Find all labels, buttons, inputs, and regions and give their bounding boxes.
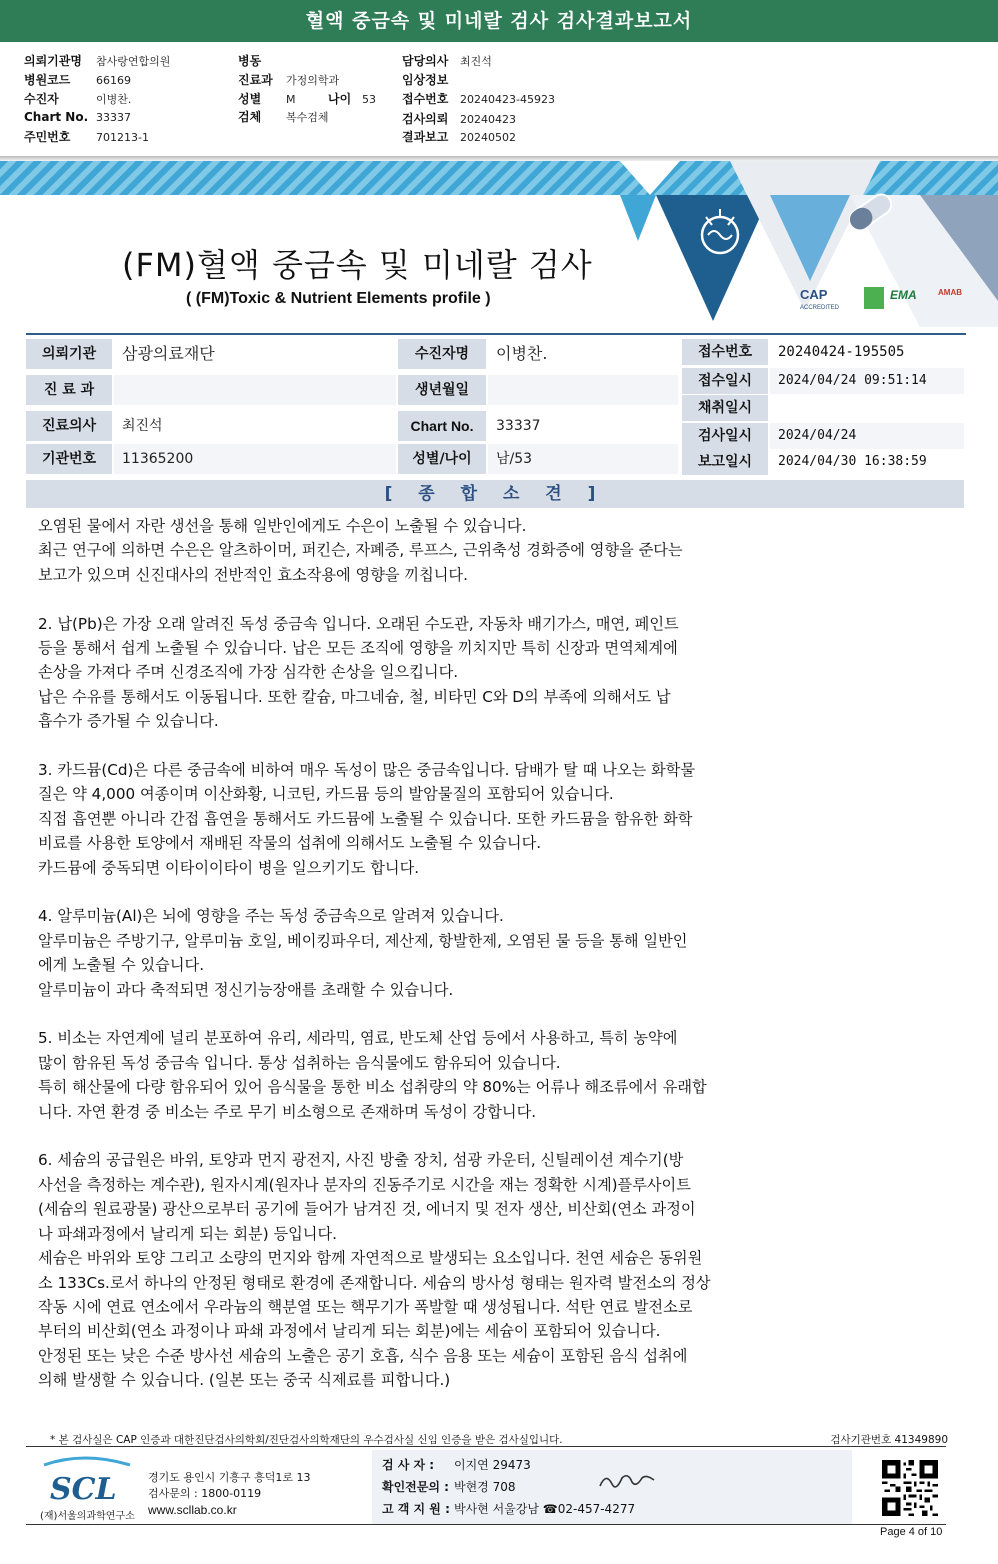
oi-row <box>402 71 460 88</box>
oi-value: 가정의학과 <box>286 74 340 87</box>
summary-line: 3. 카드뮴(Cd)은 다른 중금속에 비하여 매우 독성이 많은 중금속입니다. 담배가 탈 때 나오는 화학물 <box>38 761 696 780</box>
support-row <box>382 1500 635 1517</box>
oi-key: 접수번호 <box>402 92 449 106</box>
oi-key: 주민번호 <box>24 130 71 144</box>
summary-line: 세슘은 바위와 토양 그리고 소량의 먼지와 함께 자연적으로 발생되는 요소입니다. 천연 세슘은 동위원 <box>38 1249 703 1268</box>
oi-value: M <box>286 93 296 106</box>
oi-key: 검사의뢰 <box>402 112 449 126</box>
paragraph-gap <box>38 1002 938 1026</box>
support-value: 박사현 서울강남 ☎02-457-4277 <box>454 1502 636 1516</box>
lab-registration-number: 검사기관번호 41349890 <box>830 1434 948 1446</box>
oi-row <box>24 71 131 88</box>
oi-value: 20240423-45923 <box>460 93 555 106</box>
oi-key: 결과보고 <box>402 130 449 144</box>
label-test-date: 검사일시 <box>682 423 768 449</box>
oi-key: 수진자 <box>24 92 59 106</box>
label-doctor: 진료의사 <box>26 411 112 441</box>
value-receipt-date: 2024/04/24 09:51:14 <box>770 368 964 394</box>
paragraph-gap <box>38 734 938 758</box>
oi-key: 진료과 <box>238 73 273 87</box>
confirm-value: 박현경 708 <box>454 1480 516 1494</box>
paragraph-gap <box>38 880 938 904</box>
oi-key: 병동 <box>238 54 262 68</box>
confirm-row <box>382 1478 516 1495</box>
paragraph-gap <box>38 587 938 611</box>
oi-key: 나이 <box>328 92 352 106</box>
scl-logo <box>40 1455 136 1505</box>
oi-row <box>402 90 555 107</box>
label-birth: 생년월일 <box>398 375 486 405</box>
oi-value: 66169 <box>96 74 131 87</box>
tester-row <box>382 1456 531 1473</box>
summary-line: 사선을 측정하는 계수관), 원자시계(원자나 분자의 진동주기로 시간을 재는 정확한 시계)플루사이트 <box>38 1175 691 1194</box>
value-test-date: 2024/04/24 <box>770 423 964 449</box>
support-label: 고 객 지 원 : <box>382 1502 450 1516</box>
cap-certification-note: * 본 검사실은 CAP 인증과 대한진단검사의학회/진단검사의학재단의 우수검사실 신임 인증을 받은 검사실입니다. <box>50 1434 563 1446</box>
summary-body <box>38 514 938 1393</box>
report-subtitle: ( (FM)Toxic & Nutrient Elements profile ) <box>186 290 491 307</box>
svg-text:EMA: EMA <box>890 288 917 302</box>
summary-line: 손상을 가져다 주며 신경조직에 가장 심각한 손상을 일으킵니다. <box>38 663 459 682</box>
scl-tel: 검사문의 : 1800-0119 <box>148 1487 262 1500</box>
summary-line: 소 133Cs.로서 하나의 안정된 형태로 환경에 존재합니다. 세슘의 방사성 형태는 원자력 발전소의 정상 <box>38 1273 711 1292</box>
oi-value: 20240502 <box>460 131 516 144</box>
page-number: Page 4 of 10 <box>880 1526 943 1538</box>
value-sex-age: 남/53 <box>488 444 678 474</box>
oi-key: 임상정보 <box>402 73 449 87</box>
oi-value: 53 <box>362 93 376 106</box>
summary-line: 5. 비소는 자연계에 널리 분포하여 유리, 세라믹, 염료, 반도체 산업 등에서 사용하고, 특히 농약에 <box>38 1029 678 1048</box>
oi-key: 담당의사 <box>402 54 449 68</box>
value-report-date: 2024/04/30 16:38:59 <box>770 449 964 475</box>
svg-text:CAP: CAP <box>800 287 828 302</box>
svg-text:ACCREDITED: ACCREDITED <box>800 305 840 311</box>
summary-line: 질은 약 4,000 여종이며 이산화황, 니코틴, 카드뮴 등의 발암물질의 포함되어 있습니다. <box>38 785 614 804</box>
value-org-no: 11365200 <box>114 444 396 474</box>
summary-line: (세슘의 원료광물) 광산으로부터 공기에 들어가 남겨진 것, 에너지 및 전자 생산, 비산회(연소 과정이 <box>38 1200 696 1219</box>
oi-row <box>238 108 329 125</box>
qr-code-icon <box>882 1460 938 1516</box>
report-title: (FM)혈액 중금속 및 미네랄 검사 <box>122 246 593 284</box>
summary-line: 안정된 또는 낮은 수준 방사선 세슘의 노출은 공기 호흡, 식수 음용 또는 세슘이 포함된 음식 섭취에 <box>38 1346 688 1365</box>
value-birth <box>488 375 678 405</box>
oi-value: 복수검체 <box>286 111 329 124</box>
summary-line: 6. 세슘의 공급원은 바위, 토양과 먼지 광전지, 사진 방출 장치, 섬광 카운터, 신틸레이션 계수기(방 <box>38 1151 684 1170</box>
summary-line: 보고가 있으며 신진대사의 전반적인 효소작용에 영향을 끼칩니다. <box>38 565 468 584</box>
summary-line: 에게 노출될 수 있습니다. <box>38 956 205 975</box>
oi-value: 최진석 <box>460 55 492 68</box>
scl-address: 경기도 용인시 기흥구 흥덕1로 13 <box>148 1471 311 1484</box>
label-institution: 의뢰기관 <box>26 339 112 369</box>
oi-row <box>402 128 516 145</box>
label-collect: 채취일시 <box>682 395 768 421</box>
summary-line: 등을 통해서 쉽게 노출될 수 있습니다. 납은 모든 조직에 영향을 끼치지만 특히 신장과 면역체계에 <box>38 639 678 658</box>
oi-value: 20240423 <box>460 113 516 126</box>
oi-key: 성별 <box>238 92 262 106</box>
value-collect <box>770 395 964 421</box>
label-report-date: 보고일시 <box>682 449 768 475</box>
outer-info-panel <box>0 42 998 158</box>
patient-info-table <box>26 333 966 473</box>
oi-row <box>238 52 286 69</box>
footer-bottom-divider <box>26 1524 946 1525</box>
value-patient: 이병찬. <box>488 339 678 369</box>
oi-value: 33337 <box>96 111 131 124</box>
oi-row <box>24 110 131 124</box>
report-banner: 혈액 중금속 및 미네랄 검사 검사결과보고서 <box>0 0 998 42</box>
summary-line: 알루미늄은 주방기구, 알루미늄 호일, 베이킹파우더, 제산제, 항발한제, 오염된 물 등을 통해 일반인 <box>38 931 688 950</box>
label-patient: 수진자명 <box>398 339 486 369</box>
oi-row <box>402 110 516 127</box>
oi-key: Chart No. <box>24 110 89 124</box>
oi-value: 이병찬. <box>96 93 132 106</box>
summary-line: 비료를 사용한 토양에서 재배된 작물의 섭취에 의해서도 노출될 수 있습니다. <box>38 834 542 853</box>
tester-label: 검 사 자 : <box>382 1458 435 1472</box>
label-receipt-date: 접수일시 <box>682 368 768 394</box>
summary-line: 나 파쇄과정에서 날리게 되는 회분) 등입니다. <box>38 1224 337 1243</box>
value-chart: 33337 <box>488 411 678 441</box>
scl-url[interactable]: www.scllab.co.kr <box>148 1503 237 1517</box>
summary-line: 카드뮴에 중독되면 이타이이타이 병을 일으키기도 합니다. <box>38 858 420 877</box>
summary-heading: [ 종 합 소 견 ] <box>26 480 964 508</box>
summary-line: 흡수가 증가될 수 있습니다. <box>38 712 219 731</box>
summary-line: 최근 연구에 의하면 수은은 알츠하이머, 퍼킨슨, 자폐증, 루프스, 근위축성 경화증에 영향을 준다는 <box>38 541 683 560</box>
oi-row <box>24 52 170 69</box>
label-chart: Chart No. <box>398 411 486 441</box>
oi-value: 701213-1 <box>96 131 149 144</box>
oi-row <box>238 71 339 88</box>
oi-key: 의뢰기관명 <box>24 54 82 68</box>
oi-row <box>402 52 492 69</box>
signature-image <box>598 1470 658 1499</box>
summary-line: 납은 수유를 통해서도 이동됩니다. 또한 칼슘, 마그네슘, 철, 비타민 C와 D의 부족에 의해서도 납 <box>38 687 671 706</box>
oi-key: 검체 <box>238 110 262 124</box>
summary-line: 특히 해산물에 다량 함유되어 있어 음식물을 통한 비소 섭취량의 약 80%는 어류나 해조류에서 유래합 <box>38 1078 707 1097</box>
value-department <box>114 375 396 405</box>
scl-org-name: (재)서울의과학연구소 <box>40 1511 135 1522</box>
summary-line: 니다. 자연 환경 중 비소는 주로 무기 비소형으로 존재하며 독성이 강합니다. <box>38 1102 537 1121</box>
summary-line: 부터의 비산회(연소 과정이나 파쇄 과정에서 날리게 되는 회분)에는 세슘이 포함되어 있습니다. <box>38 1322 661 1341</box>
oi-row <box>24 90 131 107</box>
value-doctor: 최진석 <box>114 411 396 441</box>
summary-line: 직접 흡연뿐 아니라 간접 흡연을 통해서도 카드뮴에 노출될 수 있습니다. 또한 카드뮴을 함유한 화학 <box>38 809 693 828</box>
scl-contact <box>148 1470 311 1518</box>
confirm-label: 확인전문의 : <box>382 1480 449 1494</box>
summary-line: 많이 함유된 독성 중금속 입니다. 통상 섭취하는 음식물에도 함유되어 있습니다. <box>38 1053 561 1072</box>
summary-line: 오염된 물에서 자란 생선을 통해 일반인에게도 수은이 노출될 수 있습니다. <box>38 517 527 535</box>
header-decoration <box>620 161 998 327</box>
oi-key: 병원코드 <box>24 73 71 87</box>
oi-row <box>24 128 149 145</box>
oi-value: 참사랑연합의원 <box>96 55 171 68</box>
summary-line: 4. 알루미늄(Al)은 뇌에 영향을 주는 독성 중금속으로 알려져 있습니다. <box>38 907 504 926</box>
label-receipt-no: 접수번호 <box>682 339 768 365</box>
label-sex-age: 성별/나이 <box>398 444 486 474</box>
footer-divider <box>26 1446 946 1447</box>
label-department: 진 료 과 <box>26 375 112 405</box>
summary-line: 알루미늄이 과다 축적되면 정신기능장애를 초래할 수 있습니다. <box>38 980 454 999</box>
value-receipt-no: 20240424-195505 <box>770 339 964 365</box>
svg-text:AMAB: AMAB <box>938 288 962 297</box>
label-org-no: 기관번호 <box>26 444 112 474</box>
paragraph-gap <box>38 1124 938 1148</box>
value-institution: 삼광의료재단 <box>114 339 396 369</box>
oi-row <box>238 90 376 107</box>
summary-line: 2. 납(Pb)은 가장 오래 알려진 독성 중금속 입니다. 오래된 수도관, 자동차 배기가스, 매연, 페인트 <box>38 614 679 633</box>
summary-line: 작동 시에 연료 연소에서 우라늄의 핵분열 또는 핵무기가 폭발할 때 생성됩니다. 석탄 연료 발전소로 <box>38 1297 693 1316</box>
svg-text:SCL: SCL <box>50 1472 117 1505</box>
tester-value: 이지연 29473 <box>454 1458 531 1472</box>
summary-line: 의해 발생할 수 있습니다. (일본 또는 중국 식제료를 피합니다.) <box>38 1371 451 1390</box>
